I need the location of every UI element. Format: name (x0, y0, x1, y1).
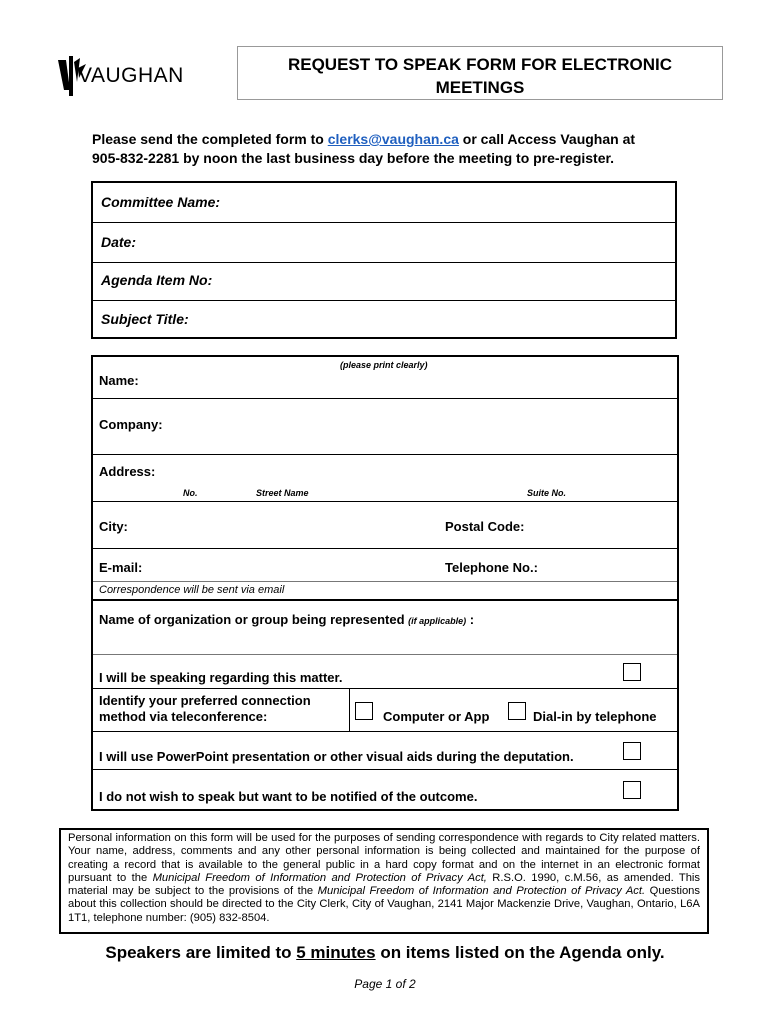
intro-suffix: or call Access Vaughan at (458, 131, 636, 147)
committee-name-field[interactable] (93, 183, 675, 223)
agenda-item-field[interactable] (93, 263, 675, 301)
form-title (237, 46, 723, 100)
organization-label (99, 612, 474, 627)
connection-label (99, 693, 311, 725)
meeting-info-box (91, 181, 677, 339)
print-clearly-note: (please print clearly) (340, 360, 428, 370)
organization-note: (if applicable) (408, 616, 467, 626)
notify-checkbox[interactable] (623, 781, 641, 799)
clerks-email-link[interactable]: clerks@vaughan.ca (327, 131, 459, 147)
intro-prefix: Please send the completed form to (92, 131, 328, 147)
date-label: Date: (101, 234, 137, 250)
dial-in-label: Dial-in by telephone (533, 709, 657, 724)
logo-text: VAUGHAN (78, 64, 184, 87)
powerpoint-checkbox[interactable] (623, 742, 641, 760)
speakers-post: on items listed on the Agenda only. (375, 943, 665, 962)
subject-title-field[interactable] (93, 301, 675, 337)
subject-title-label: Subject Title: (101, 311, 189, 327)
privacy-act-1: Municipal Freedom of Information and Protection of Privacy Act, (152, 871, 487, 884)
address-street-label: Street Name (256, 488, 309, 498)
contact-info-box (91, 355, 679, 811)
page-number: Page 1 of 2 (354, 977, 416, 991)
correspondence-note: Correspondence will be sent via email (99, 584, 285, 596)
computer-app-label: Computer or App (383, 709, 490, 724)
address-suite-label: Suite No. (527, 488, 567, 498)
privacy-notice (59, 828, 709, 934)
privacy-text-2: R.S.O. 1990, c.M.56, as amended. This material may be subject to the provisions of the (68, 871, 701, 898)
city-label: City: (99, 519, 128, 534)
address-label: Address: (99, 464, 156, 479)
company-label: Company: (99, 417, 163, 432)
connection-label-line2: method via teleconference: (99, 709, 268, 724)
form-title-line1: REQUEST TO SPEAK FORM FOR ELECTRONIC (287, 55, 673, 74)
speakers-pre: Speakers are limited to (105, 943, 297, 962)
date-field[interactable] (93, 223, 675, 263)
privacy-act-2: Municipal Freedom of Information and Protection of Privacy Act. (317, 885, 646, 898)
powerpoint-label: I will use PowerPoint presentation or other visual aids during the deputation. (99, 749, 574, 764)
committee-name-label: Committee Name: (101, 194, 221, 210)
postal-code-label: Postal Code: (445, 519, 525, 534)
intro-line2: 905-832-2281 by noon the last business day before the meeting to pre-register. (92, 150, 615, 166)
privacy-text-3: Questions about this collection should be directed to the City Clerk, City of Vaughan, 2141 Major Mackenzie Drive, Vaughan, Ontario, L6A 1T1, telephone number: (905) 832-8504. (68, 885, 700, 924)
telephone-label: Telephone No.: (445, 560, 538, 575)
connection-label-line1: Identify your preferred connection (99, 693, 311, 708)
agenda-item-label: Agenda Item No: (101, 272, 213, 288)
privacy-text-1: Personal information on this form will be used for the purposes of sending correspondence with regards to City related matters. Your name, address, comments and any other personal information is being collected and maintained for the purpose of creating a record that is available to the general public in a hard copy format and on the internet in an electronic format pursuant to the (68, 832, 700, 884)
intro-text (92, 130, 712, 168)
organization-colon: : (466, 612, 475, 627)
speakers-minutes: 5 minutes (296, 943, 376, 962)
address-no-label: No. (183, 488, 198, 498)
form-title-line2: MEETINGS (435, 78, 525, 97)
email-label: E-mail: (99, 560, 143, 575)
organization-label-text: Name of organization or group being represented (99, 612, 409, 627)
speaking-label: I will be speaking regarding this matter. (99, 670, 343, 685)
speaker-time-limit (0, 943, 770, 963)
name-label: Name: (99, 373, 139, 388)
speaking-checkbox[interactable] (623, 663, 641, 681)
computer-app-checkbox[interactable] (355, 702, 373, 720)
notify-label: I do not wish to speak but want to be notified of the outcome. (99, 789, 478, 804)
dial-in-checkbox[interactable] (508, 702, 526, 720)
